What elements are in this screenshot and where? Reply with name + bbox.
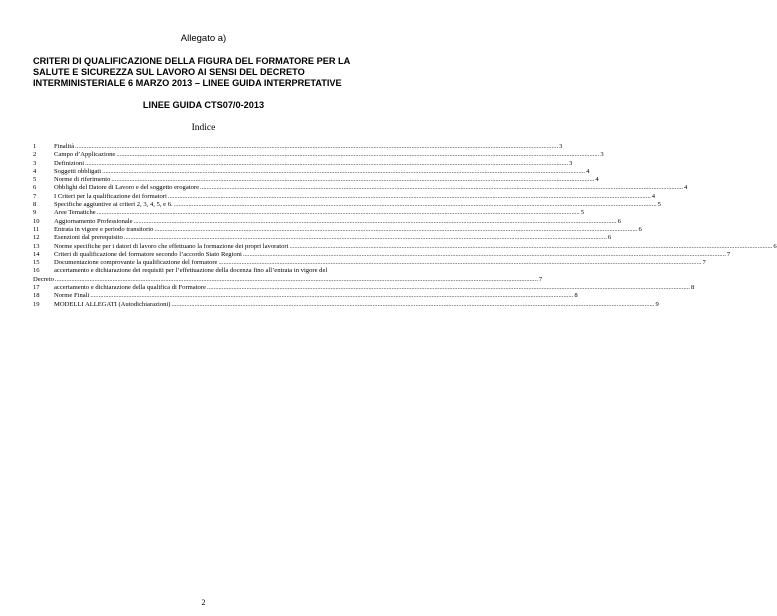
toc-entry-title: Aggiornamento Professionale — [54, 217, 133, 225]
toc-entry-number: 15 — [33, 259, 40, 267]
toc-entry-page: 4 — [586, 167, 590, 175]
toc-entry-number: 11 — [33, 225, 40, 233]
toc-entry[interactable] — [33, 250, 731, 259]
toc-entry-page: 4 — [684, 184, 688, 192]
toc-entry[interactable] — [33, 234, 612, 242]
toc-entry-title: Aree Tematiche — [54, 209, 96, 217]
toc-entry-page: 3 — [569, 159, 573, 167]
toc-entry-title: Criteri di qualificazione del formatore secondo l’accordo Stato Regioni — [54, 250, 242, 258]
toc-entry-number: 17 — [33, 284, 40, 292]
toc-entry-page: 7 — [538, 275, 543, 283]
toc-entry[interactable] — [33, 259, 706, 267]
toc-entry[interactable] — [33, 201, 661, 209]
toc-entry-title: Norme di riferimento — [54, 176, 111, 184]
toc-entry-number: 2 — [33, 151, 37, 159]
toc-entry[interactable] — [33, 284, 695, 292]
toc-leader-dots — [207, 284, 690, 292]
toc-leader-dots — [102, 168, 585, 176]
toc-leader-dots — [90, 292, 573, 300]
toc-entry[interactable] — [33, 292, 578, 300]
toc-entry-page: 7 — [726, 250, 731, 258]
document-title — [33, 56, 375, 89]
toc-leader-dots — [97, 209, 580, 217]
toc-entry-title: Norme Finali — [54, 292, 90, 300]
toc-entry-number: 4 — [33, 167, 37, 175]
toc-entry-number: 12 — [33, 234, 40, 242]
toc-entry-title: Entrata in vigore e periodo transitorio — [54, 225, 154, 233]
title-line: INTERMINISTERIALE 6 MARZO 2013 – LINEE GUIDA INTERPRETATIVE — [33, 78, 342, 88]
toc-entry-title: accertamento e dichiarazione dei requisiti per l’effettuazione della docenza fino all’entrata in vigore del — [54, 267, 328, 275]
toc-entry[interactable] — [33, 209, 584, 217]
toc-leader-dots — [171, 301, 654, 309]
toc-entry-number: 7 — [33, 192, 37, 200]
toc-entry-page: 9 — [655, 300, 659, 308]
toc-entry-page: 6 — [607, 234, 612, 242]
title-line: CRITERI DI QUALIFICAZIONE DELLA FIGURA DEL FORMATORE PER LA — [33, 56, 351, 66]
toc-entry[interactable] — [33, 300, 659, 309]
toc-entry[interactable] — [33, 159, 573, 168]
toc-entry-number: 10 — [33, 217, 40, 225]
toc-leader-dots — [289, 243, 772, 251]
toc-entry-page: 3 — [559, 143, 563, 150]
document-subtitle: LINEE GUIDA CTS07/0-2013 — [142, 100, 265, 110]
toc-leader-dots — [219, 259, 702, 267]
toc-entry-number: 9 — [33, 209, 37, 217]
toc-entry[interactable] — [33, 184, 688, 192]
toc-entry-number: 5 — [33, 176, 37, 184]
toc-entry-number: 6 — [33, 184, 37, 192]
toc-entry-number: 18 — [33, 292, 40, 300]
toc-entry-page: 6 — [638, 225, 642, 233]
toc-entry[interactable] — [33, 242, 777, 251]
toc-entry-title: Definizioni — [54, 159, 85, 167]
toc-entry-title: Norme specifiche per i datori di lavoro che effettuano la formazione dei propri lavoratori — [54, 242, 289, 250]
toc-leader-dots — [124, 234, 607, 242]
toc-entry-title: Documentazione comprovante la qualificazione del formatore — [54, 259, 218, 267]
toc-entry-title: Obblighi del Datore di Lavoro e del soggetto erogatore — [54, 184, 200, 192]
toc-entry-title: Specifiche aggiuntive ai criteri 2, 3, 4, 5, e 6. — [54, 201, 173, 209]
toc-entry-title: Campo d’Applicazione — [54, 151, 116, 159]
toc-entry-number: 13 — [33, 242, 40, 250]
toc-entry-number: 3 — [33, 159, 37, 167]
toc-leader-dots — [174, 201, 657, 209]
toc-entry[interactable] — [33, 192, 656, 201]
toc-entry-page: 7 — [702, 259, 706, 267]
toc-leader-dots — [134, 218, 617, 226]
toc-entry-title: I Criteri per la qualificazione dei formatori — [54, 192, 167, 200]
toc-entry-page: 5 — [580, 209, 584, 217]
toc-leader-dots — [154, 226, 637, 234]
toc-entry-page: 8 — [574, 292, 578, 300]
toc-entry-page: 4 — [595, 176, 599, 184]
toc-entry-page: 4 — [651, 192, 656, 200]
toc-leader-dots — [75, 143, 558, 151]
toc-entry[interactable] — [33, 167, 590, 176]
toc-entry-number: 14 — [33, 250, 40, 258]
toc-entry-number: 19 — [33, 300, 40, 308]
toc-entry-title: accertamento e dichiarazione della qualifica di Formatore — [54, 284, 206, 292]
toc-entry-page: 6 — [773, 242, 777, 250]
toc-leader-dots — [111, 176, 594, 184]
toc-entry-title: Soggetti obbligati — [54, 167, 102, 175]
table-of-contents — [33, 143, 777, 309]
toc-entry-page: 6 — [617, 217, 621, 225]
toc-entry-page: 3 — [600, 151, 604, 159]
index-heading: Indice — [191, 123, 216, 133]
toc-leader-dots — [85, 160, 568, 168]
toc-entry-page: 5 — [657, 201, 661, 209]
toc-entry-title: Finalità — [54, 143, 75, 150]
toc-leader-dots — [55, 276, 538, 284]
toc-entry[interactable] — [33, 267, 543, 284]
toc-entry[interactable] — [33, 151, 604, 159]
toc-entry-title-continuation: Decreto — [33, 275, 54, 283]
page-number: 2 — [201, 598, 206, 607]
toc-entry[interactable] — [33, 217, 621, 226]
toc-entry[interactable] — [33, 225, 642, 234]
toc-leader-dots — [243, 251, 726, 259]
toc-entry[interactable] — [33, 176, 599, 184]
toc-entry-number: 1 — [33, 143, 37, 150]
allegato-label: Allegato a) — [180, 33, 227, 44]
toc-leader-dots — [116, 151, 599, 159]
toc-leader-dots — [168, 193, 651, 201]
toc-entry-number: 8 — [33, 201, 37, 209]
toc-entry[interactable] — [33, 143, 563, 151]
toc-entry-title: Esenzioni dal prerequisito — [54, 234, 123, 242]
toc-entry-number: 16 — [33, 267, 40, 275]
toc-entry-page: 8 — [690, 284, 695, 292]
toc-leader-dots — [200, 184, 683, 192]
title-line: SALUTE E SICUREZZA SUL LAVORO AI SENSI DEL DECRETO — [33, 67, 305, 77]
toc-entry-title: MODELLI ALLEGATI (Autodichiarazioni) — [54, 300, 171, 308]
